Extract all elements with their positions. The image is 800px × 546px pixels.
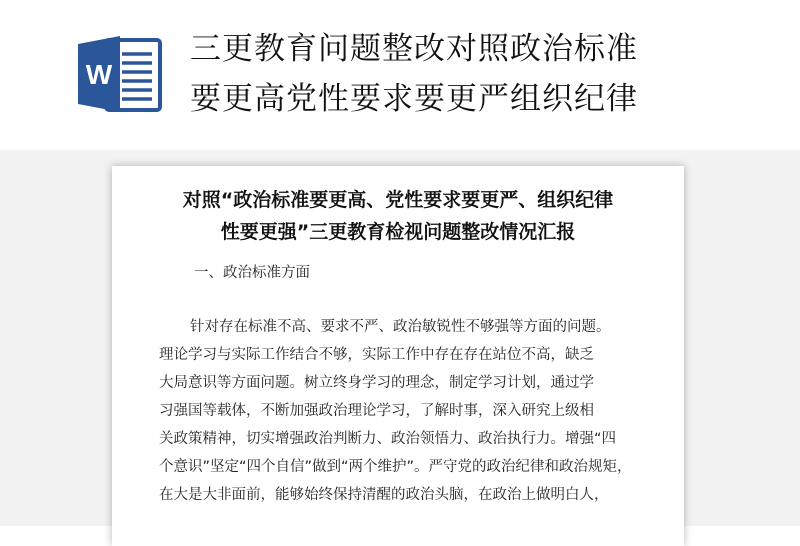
document-page	[112, 166, 684, 546]
section-heading: 一、政治标准方面	[194, 265, 310, 281]
body-line: 针对存在标准不高、要求不严、政治敏锐性不够强等方面的问题。	[190, 319, 611, 335]
body-paragraph	[159, 313, 639, 509]
body-line: 大局意识等方面问题。树立终身学习的理念，制定学习计划，通过学	[159, 375, 594, 391]
word-doc-icon	[76, 34, 162, 114]
word-icon-letter: W	[85, 59, 113, 90]
header-banner	[0, 0, 800, 150]
body-line: 个意识”坚定“四个自信”做到“两个维护”。严守党的政治纪律和政治规矩，	[159, 459, 632, 475]
document-title-line: 性要更强”三更教育检视问题整改情况汇报	[220, 221, 576, 243]
body-line: 关政策精神，切实增强政治判断力、政治领悟力、政治执行力。增强“四	[159, 431, 617, 447]
header-title	[190, 24, 790, 124]
header-title-line: 要更高党性要求要更严组织纪律	[190, 81, 638, 117]
document-title	[112, 184, 684, 248]
document-title-line: 对照“政治标准要更高、党性要求要更严、组织纪律	[182, 189, 614, 211]
body-line: 在大是大非面前，能够始终保持清醒的政治头脑，在政治上做明白人，	[159, 487, 609, 503]
body-line: 理论学习与实际工作结合不够，实际工作中存在存在站位不高，缺乏	[159, 347, 594, 363]
body-line: 习强国等载体，不断加强政治理论学习，了解时事，深入研究上级相	[159, 403, 594, 419]
header-title-line: 三更教育问题整改对照政治标准	[190, 31, 638, 67]
